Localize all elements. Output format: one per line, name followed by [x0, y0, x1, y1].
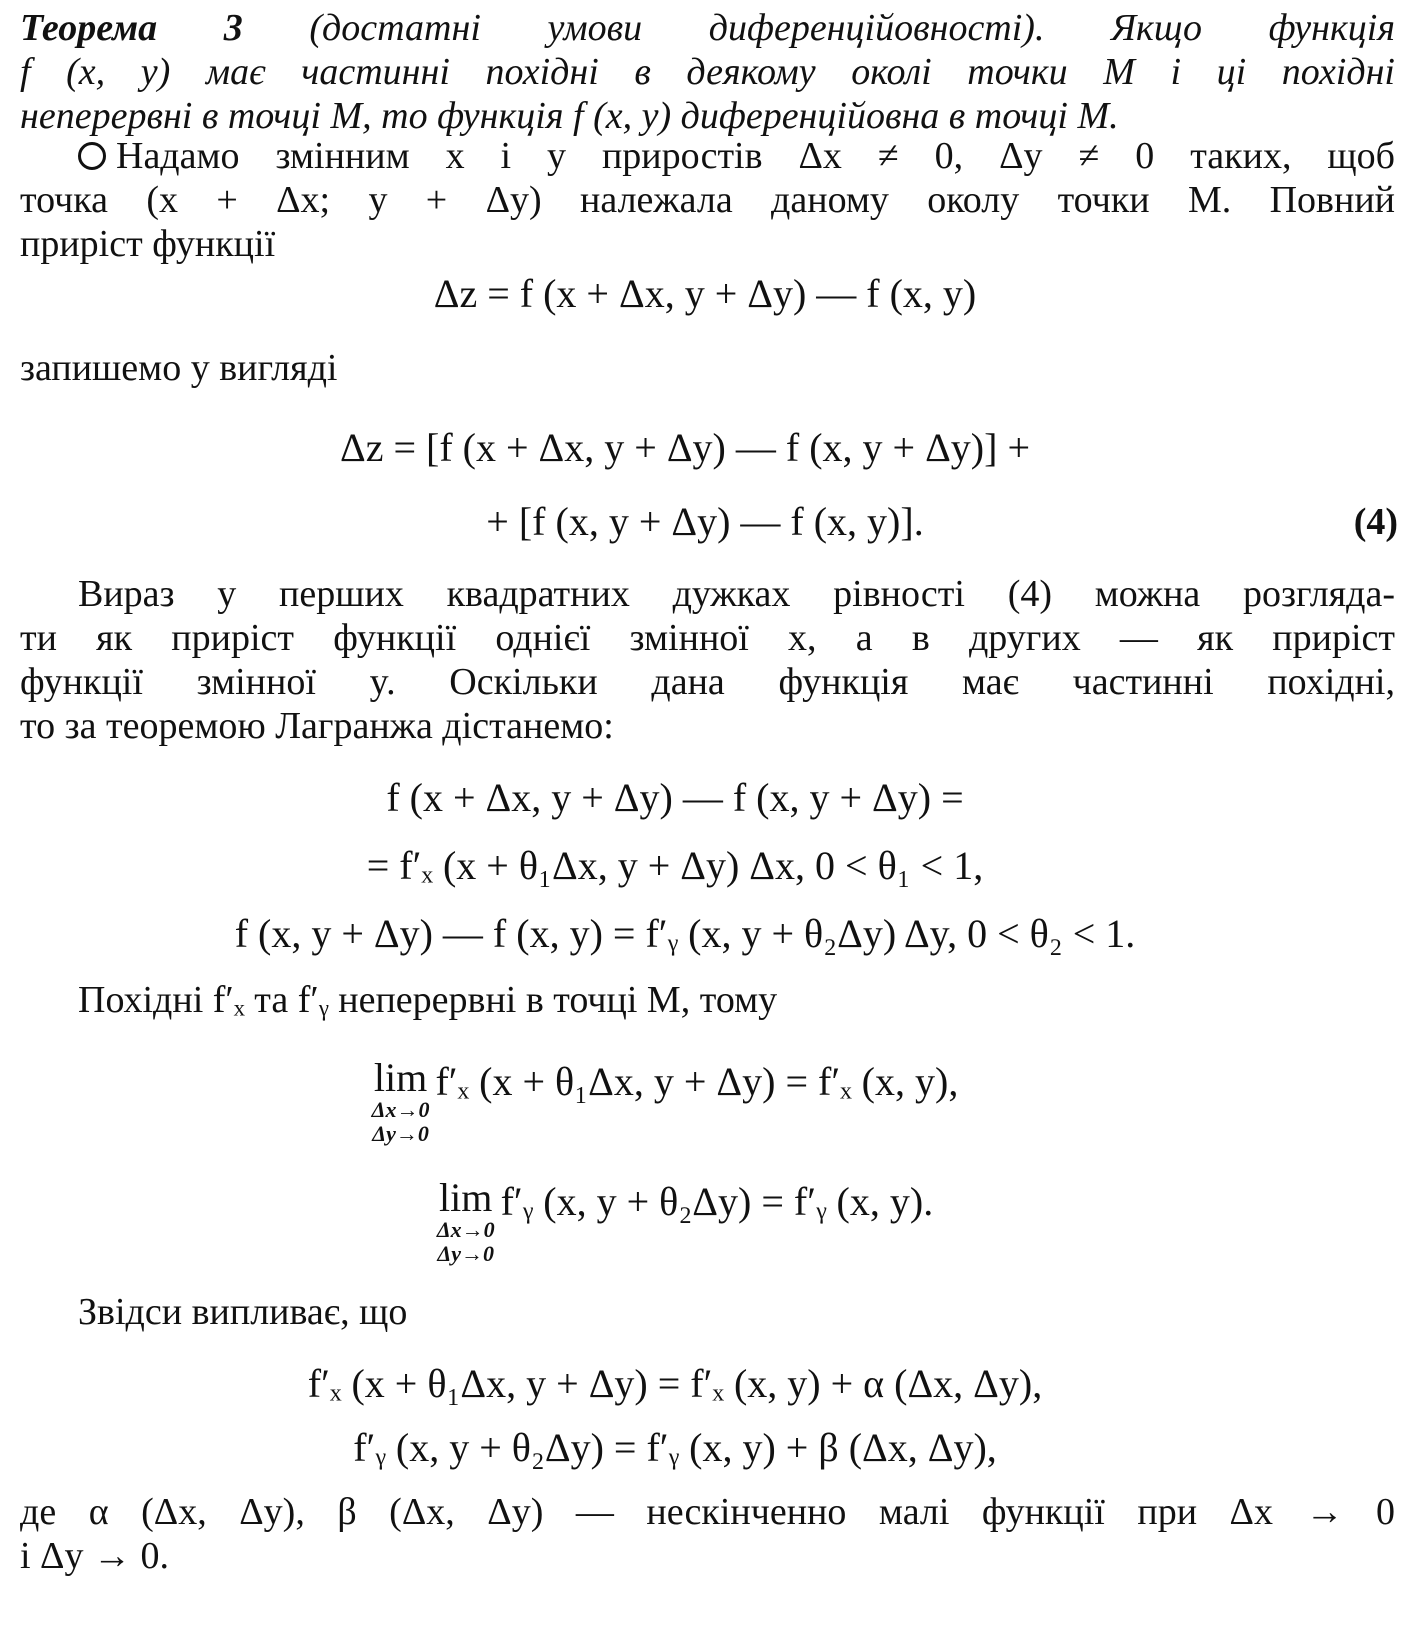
continuity-text: Похідні f′ₓ та f′ᵧ неперервні в точці M, тому — [78, 979, 778, 1021]
closing-paragraph — [20, 1490, 1395, 1578]
theorem-line-2: f (x, y) має частинні похідні в деякому околі точки M і ці похідні — [20, 51, 1395, 93]
proof-line-2: точка (x + Δx; y + Δy) належала даному околу точки M. Повний — [20, 179, 1395, 221]
equation-4-line-1: Δz = [f (x + Δx, y + Δy) — f (x, y + Δy)] + — [340, 425, 1030, 470]
theorem-title: (достатні умови диференційовності). Якщо функція — [309, 7, 1395, 49]
theorem-heading: Теорема 3 — [20, 7, 243, 49]
proof-line-3: приріст функції — [20, 223, 276, 265]
theorem-statement — [20, 6, 1395, 138]
limit-operator-1: lim Δx→0 Δy→0 — [371, 1055, 430, 1146]
theorem-line-1 — [20, 6, 1395, 50]
equation-number: (4) — [1353, 501, 1398, 543]
beta-equation: f′ᵧ (x, y + θ₂Δy) = f′ᵧ (x, y) + β (Δx, Δy), — [353, 1425, 997, 1470]
equation-increment: Δz = f (x + Δx, y + Δy) — f (x, y) — [433, 271, 977, 316]
limit-1 — [0, 1055, 1370, 1146]
equation-4-line-2: + [f (x, y + Δy) — f (x, y)]. — [486, 499, 924, 544]
expression-line-1: Вираз у перших квадратних дужках рівності (4) можна розгляда- — [78, 573, 1395, 615]
hence-text: Звідси випливає, що — [78, 1291, 408, 1333]
write-as-text: запишемо у вигляді — [20, 347, 338, 389]
lagrange-line-1: f (x + Δx, y + Δy) — f (x, y + Δy) = — [386, 775, 964, 820]
expression-paragraph — [20, 572, 1395, 748]
proof-line-1: Надамо змінним x і y приростів Δx ≠ 0, Δy ≠ 0 таких, щоб — [20, 134, 1395, 178]
expression-line-2: ти як приріст функції однієї змінної x, а в других — як приріст — [20, 617, 1395, 659]
limit-expression-2: f′ᵧ (x, y + θ₂Δy) = f′ᵧ (x, y). — [500, 1179, 934, 1224]
expression-line-3: функції змінної y. Оскільки дана функція має частинні похідні, — [20, 661, 1395, 703]
proof-start-circle-icon — [78, 142, 106, 170]
alpha-equation: f′ₓ (x + θ₁Δx, y + Δy) = f′ₓ (x, y) + α (Δx, Δy), — [307, 1361, 1043, 1406]
closing-line-2: і Δy → 0. — [20, 1535, 169, 1577]
closing-line-1: де α (Δx, Δy), β (Δx, Δy) — нескінченно малі функції при Δx → 0 — [20, 1491, 1395, 1533]
limit-expression-1: f′ₓ (x + θ₁Δx, y + Δy) = f′ₓ (x, y), — [435, 1059, 959, 1104]
limit-operator-2: lim Δx→0 Δy→0 — [436, 1175, 495, 1266]
limit-2 — [0, 1175, 1390, 1266]
lagrange-line-2: = f′ₓ (x + θ₁Δx, y + Δy) Δx, 0 < θ₁ < 1, — [366, 843, 984, 888]
proof-intro — [20, 134, 1395, 266]
theorem-line-3: неперервні в точці M, то функція f (x, y) диференційовна в точці M. — [20, 95, 1119, 137]
expression-line-4: то за теоремою Лагранжа дістанемо: — [20, 705, 614, 747]
lagrange-line-3: f (x, y + Δy) — f (x, y) = f′ᵧ (x, y + θ₂Δy) Δy, 0 < θ₂ < 1. — [234, 911, 1136, 956]
